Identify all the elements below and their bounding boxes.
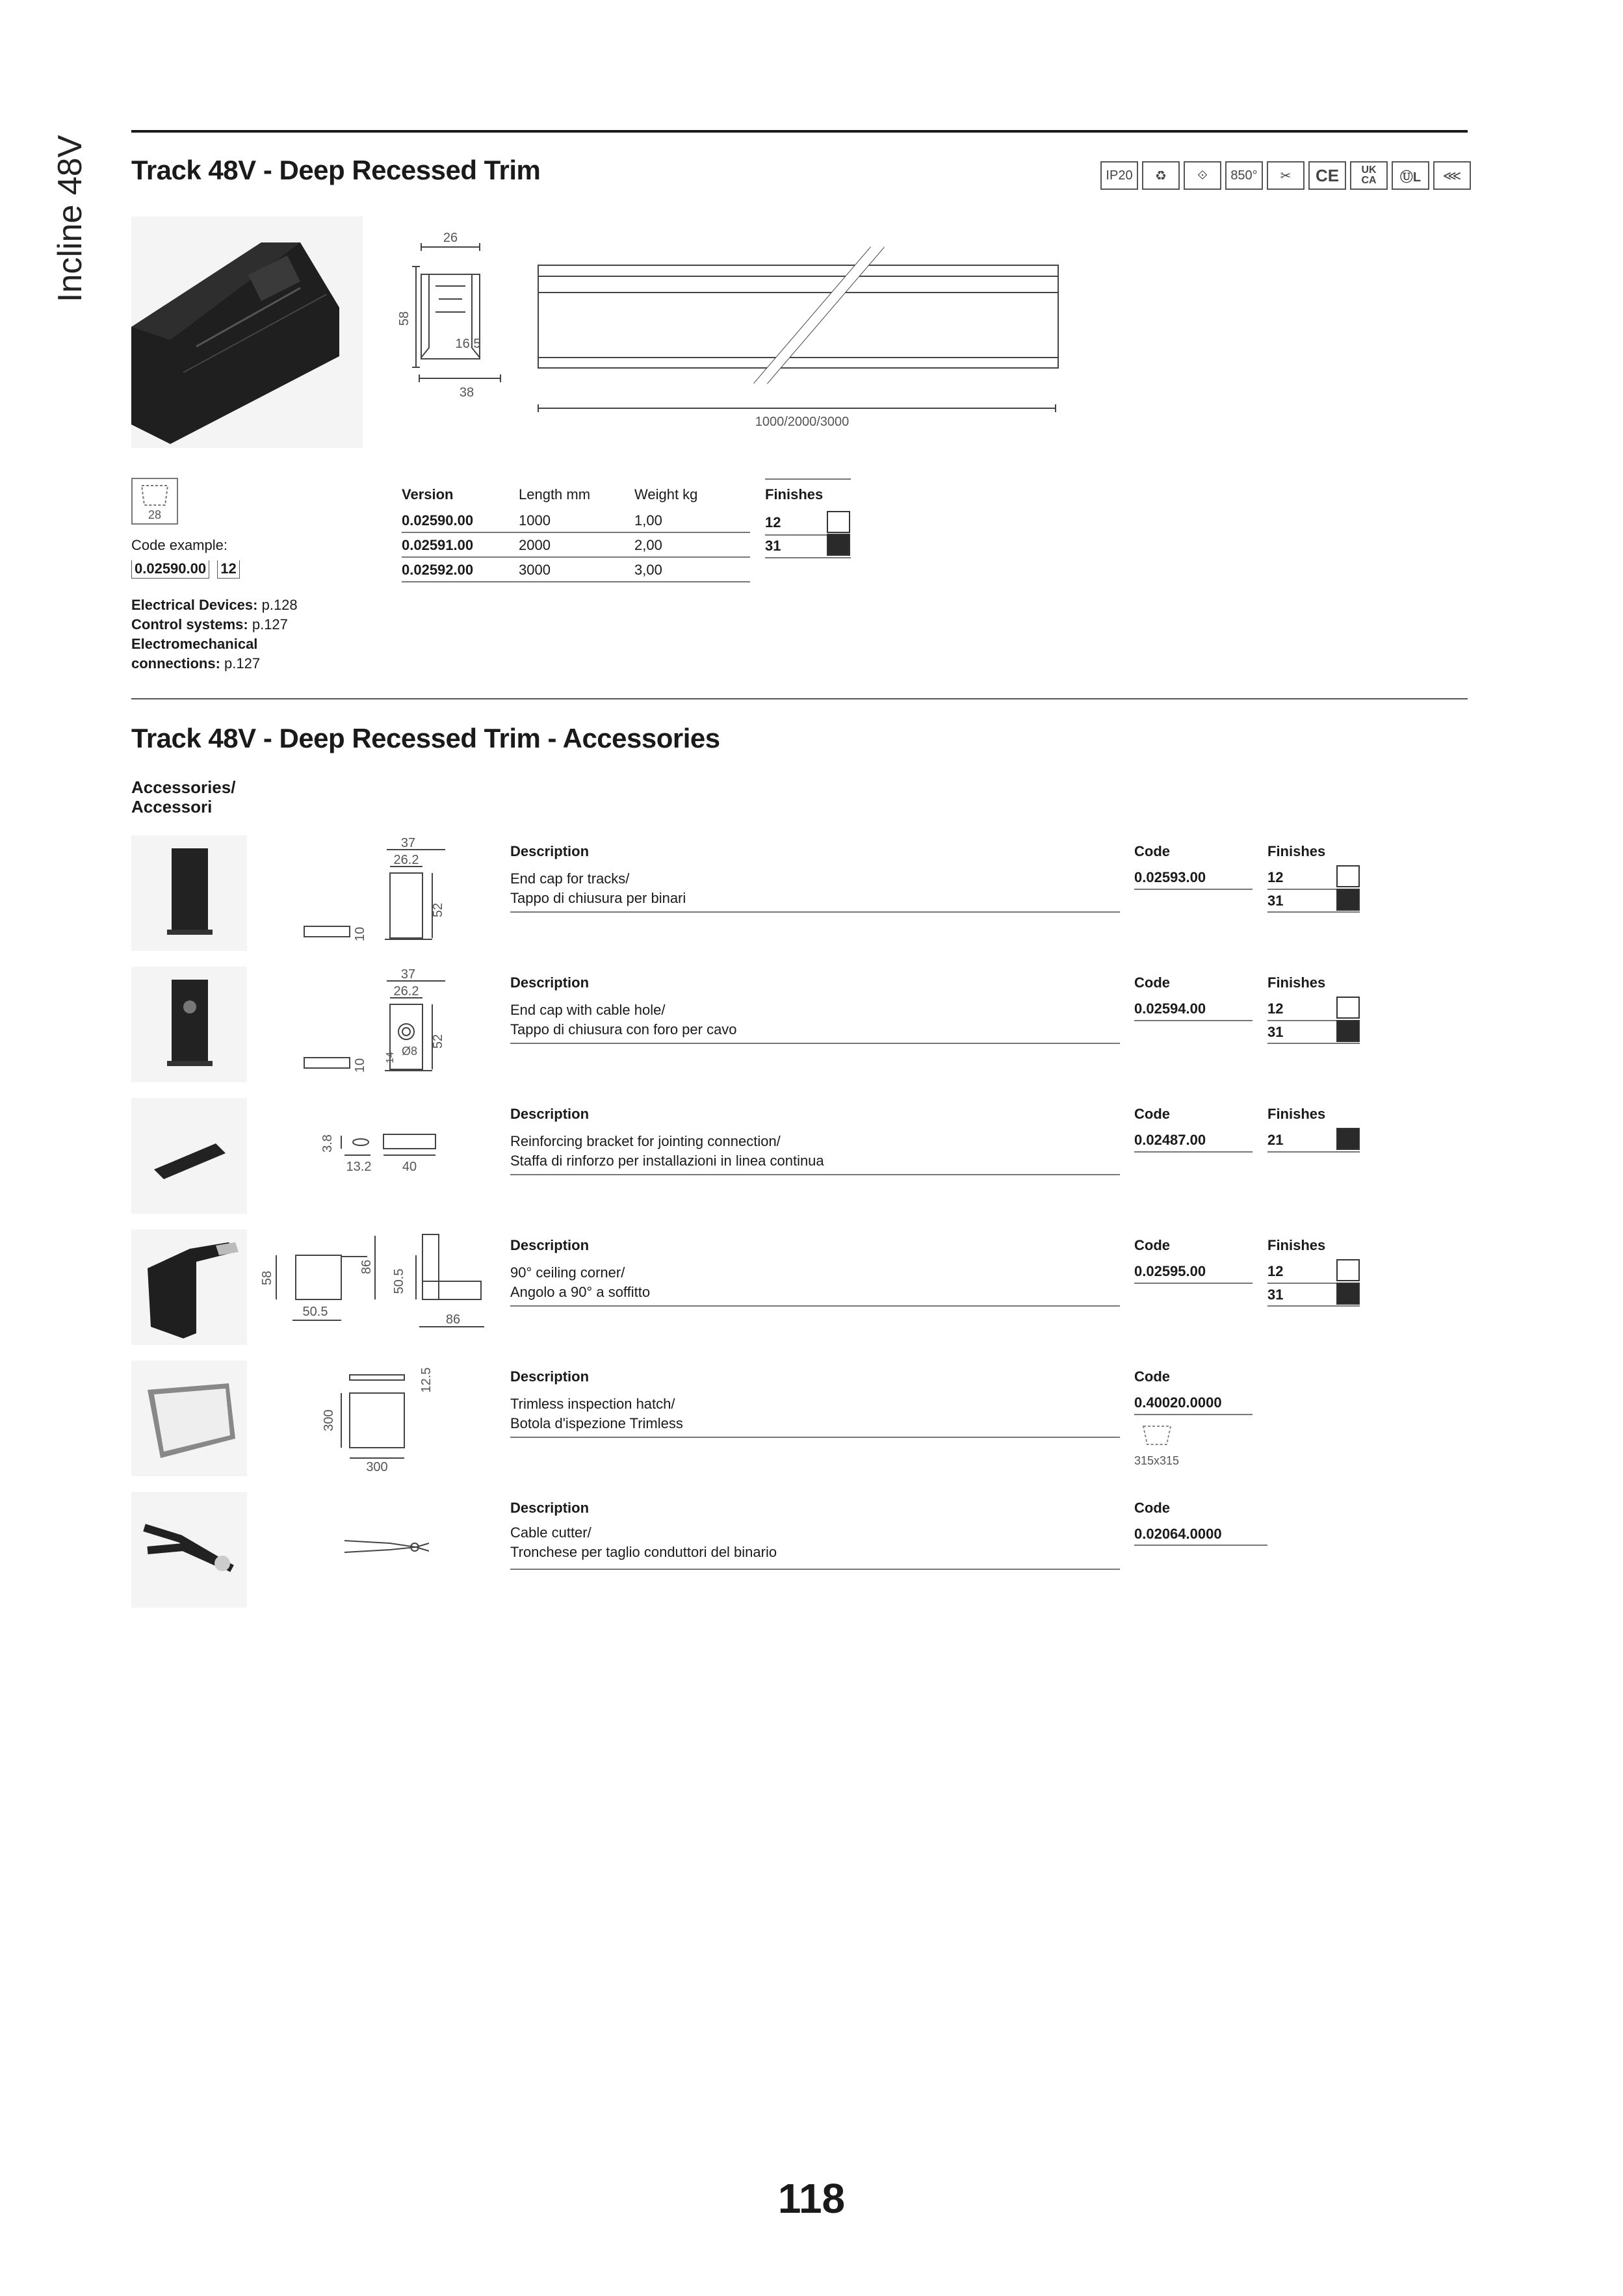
finish-code: 31 <box>765 538 781 554</box>
accessory-drawing <box>260 1229 497 1345</box>
svg-text:Ø8: Ø8 <box>401 1045 418 1058</box>
certification-icons <box>1100 161 1471 190</box>
finishes-header: Finishes <box>1267 974 1326 991</box>
svg-text:37: 37 <box>400 967 416 982</box>
finish-swatch-black[interactable] <box>1336 1283 1360 1305</box>
finish-divider <box>765 557 851 558</box>
section1-title: Track 48V - Deep Recessed Trim <box>131 155 541 185</box>
ce-icon: CE <box>1308 161 1346 190</box>
code-header: Code <box>1134 843 1170 859</box>
finishes-header: Finishes <box>765 486 824 502</box>
svg-text:10: 10 <box>353 926 367 942</box>
table-row: 0.02590.00 1000 1,00 <box>402 508 750 532</box>
accessory-code[interactable]: 0.02064.0000 <box>1134 1526 1222 1542</box>
no-bulb-icon: ✂ <box>1267 161 1305 190</box>
accessory-drawing <box>299 967 455 1082</box>
finish-swatch-black[interactable] <box>1336 1020 1360 1042</box>
finish-code: 12 <box>1267 1000 1284 1017</box>
svg-text:52: 52 <box>431 1034 445 1049</box>
finish-divider <box>1267 1151 1360 1153</box>
finish-swatch-white[interactable] <box>1336 1259 1360 1281</box>
accessories-subtitle: Accessories/ Accessori <box>131 777 236 816</box>
finish-swatch-white[interactable] <box>827 511 850 533</box>
accessory-photo <box>131 1229 247 1345</box>
cutout-value: 28 <box>148 508 162 521</box>
code-underline <box>1134 1283 1253 1284</box>
code-underline <box>1134 1020 1253 1021</box>
description-text: Cable cutter/ Tronchese per taglio conduttori del binario <box>510 1524 777 1560</box>
description-header: Description <box>510 1500 590 1516</box>
version-table <box>402 486 750 582</box>
finish-divider <box>1267 911 1360 913</box>
svg-text:26.2: 26.2 <box>393 853 419 867</box>
svg-text:40: 40 <box>402 1160 417 1174</box>
description-header: Description <box>510 1368 590 1385</box>
dimmable-icon: ⋘ <box>1433 161 1471 190</box>
ip20-icon: IP20 <box>1100 161 1138 190</box>
description-header: Description <box>510 1237 590 1253</box>
accessory-photo <box>131 1492 247 1608</box>
accessory-drawing <box>338 1528 435 1567</box>
finish-swatch-black[interactable] <box>1336 889 1360 911</box>
finish-divider <box>1267 889 1336 890</box>
svg-text:12.5: 12.5 <box>419 1367 434 1393</box>
accessory-photo <box>131 835 247 951</box>
svg-text:10: 10 <box>353 1058 367 1073</box>
code-example-label: Code example: <box>131 537 227 553</box>
drawing-base-width: 38 <box>459 385 474 400</box>
svg-text:52: 52 <box>431 902 445 918</box>
code-example-finish: 12 <box>217 560 239 579</box>
finish-swatch-white[interactable] <box>1336 865 1360 887</box>
code-header: Code <box>1134 1106 1170 1122</box>
description-text: End cap for tracks/ Tappo di chiusura per binari <box>510 870 686 906</box>
code-example <box>131 560 240 577</box>
finish-swatch-black[interactable] <box>1336 1128 1360 1150</box>
accessory-code[interactable]: 0.02593.00 <box>1134 869 1206 885</box>
header-weight: Weight kg <box>634 486 698 502</box>
ref-electrical[interactable]: Electrical Devices: p.128 <box>131 597 298 613</box>
accessory-photo <box>131 967 247 1082</box>
hatch-cutout-icon <box>1134 1422 1193 1468</box>
description-underline <box>510 1437 1120 1438</box>
description-underline <box>510 1174 1120 1175</box>
finish-divider <box>1267 1283 1336 1284</box>
svg-text:300: 300 <box>366 1460 388 1474</box>
svg-text:86: 86 <box>359 1259 374 1275</box>
finish-divider <box>1267 1305 1360 1307</box>
description-header: Description <box>510 974 590 991</box>
table-row: 0.02592.00 3000 3,00 <box>402 557 750 582</box>
drawing-inner-width: 16.5 <box>455 337 481 351</box>
class-iii-icon: ⟐ <box>1184 161 1221 190</box>
hatch-cutout-value: 315x315 <box>1134 1454 1180 1467</box>
finish-divider <box>765 534 827 536</box>
description-underline <box>510 1043 1120 1044</box>
code-header: Code <box>1134 1500 1170 1516</box>
code-underline <box>1134 1545 1267 1546</box>
finish-divider <box>1267 1043 1360 1044</box>
ref-control[interactable]: Control systems: p.127 <box>131 616 288 633</box>
accessory-photo <box>131 1361 247 1476</box>
code-header: Code <box>1134 1368 1170 1385</box>
ref-electromechanical[interactable]: Electromechanical connections: p.127 <box>131 636 261 672</box>
references <box>131 595 298 673</box>
description-text: 90° ceiling corner/ Angolo a 90° a soffitto <box>510 1264 651 1300</box>
svg-text:37: 37 <box>400 836 416 850</box>
recycle-icon: ♻ <box>1142 161 1180 190</box>
finish-code: 12 <box>1267 1263 1284 1279</box>
cutout-icon <box>131 478 178 525</box>
code-header: Code <box>1134 1237 1170 1253</box>
accessory-drawing <box>299 835 455 951</box>
description-text: Trimless inspection hatch/ Botola d'ispezione Trimless <box>510 1396 683 1431</box>
code-underline <box>1134 889 1253 890</box>
svg-text:13.2: 13.2 <box>346 1160 372 1174</box>
table-row: 0.02591.00 2000 2,00 <box>402 532 750 557</box>
accessory-code[interactable]: 0.02595.00 <box>1134 1263 1206 1279</box>
finish-code: 12 <box>1267 869 1284 885</box>
finish-code: 12 <box>765 514 781 530</box>
drawing-height: 58 <box>397 311 411 326</box>
finish-swatch-white[interactable] <box>1336 997 1360 1019</box>
svg-text:50.5: 50.5 <box>302 1305 328 1319</box>
accessory-code[interactable]: 0.40020.0000 <box>1134 1394 1222 1411</box>
description-header: Description <box>510 1106 590 1122</box>
finish-divider <box>1267 1020 1336 1021</box>
section2-title: Track 48V - Deep Recessed Trim - Accessories <box>131 723 720 753</box>
drawing-lengths: 1000/2000/3000 <box>755 415 850 429</box>
description-underline <box>510 1305 1120 1307</box>
ul-icon: ⓊL <box>1392 161 1429 190</box>
ukca-icon: UK CA <box>1350 161 1388 190</box>
accessory-code[interactable]: 0.02487.00 <box>1134 1132 1206 1148</box>
svg-text:300: 300 <box>322 1409 336 1431</box>
description-underline <box>510 911 1120 913</box>
finish-code: 31 <box>1267 1286 1284 1303</box>
svg-text:26.2: 26.2 <box>393 984 419 998</box>
850-degree-icon: 850° <box>1225 161 1263 190</box>
track-technical-drawing <box>390 228 1066 436</box>
svg-text:14: 14 <box>385 1052 396 1063</box>
svg-text:58: 58 <box>260 1270 274 1286</box>
product-photo <box>131 216 363 448</box>
accessory-code[interactable]: 0.02594.00 <box>1134 1000 1206 1017</box>
description-underline <box>510 1569 1120 1570</box>
code-underline <box>1134 1151 1253 1153</box>
accessory-photo <box>131 1098 247 1214</box>
finish-code: 31 <box>1267 893 1284 909</box>
code-underline <box>1134 1414 1253 1415</box>
svg-text:86: 86 <box>445 1312 461 1327</box>
accessory-drawing <box>312 1361 455 1476</box>
description-text: Reinforcing bracket for jointing connection/ Staffa di rinforzo per installazioni in linea continua <box>510 1133 824 1169</box>
finishes-header: Finishes <box>1267 843 1326 859</box>
accessory-drawing <box>312 1098 455 1214</box>
top-rule <box>131 130 1468 133</box>
description-header: Description <box>510 843 590 859</box>
finish-swatch-black[interactable] <box>827 534 850 556</box>
code-example-code: 0.02590.00 <box>131 560 209 579</box>
track-photo-icon <box>131 216 363 448</box>
finish-code: 31 <box>1267 1024 1284 1040</box>
svg-text:50.5: 50.5 <box>392 1268 406 1294</box>
drawing-width: 26 <box>443 231 458 245</box>
code-header: Code <box>1134 974 1170 991</box>
side-title: Incline 48V <box>51 135 89 302</box>
finishes-header: Finishes <box>1267 1106 1326 1122</box>
finishes-top-rule <box>765 478 851 480</box>
finish-code: 21 <box>1267 1132 1284 1148</box>
svg-text:3.8: 3.8 <box>320 1134 335 1153</box>
section-divider <box>131 698 1468 699</box>
header-length: Length mm <box>519 486 591 502</box>
description-text: End cap with cable hole/ Tappo di chiusura con foro per cavo <box>510 1002 737 1037</box>
finishes-header: Finishes <box>1267 1237 1326 1253</box>
header-version: Version <box>402 486 454 502</box>
page-number: 118 <box>777 2175 846 2222</box>
